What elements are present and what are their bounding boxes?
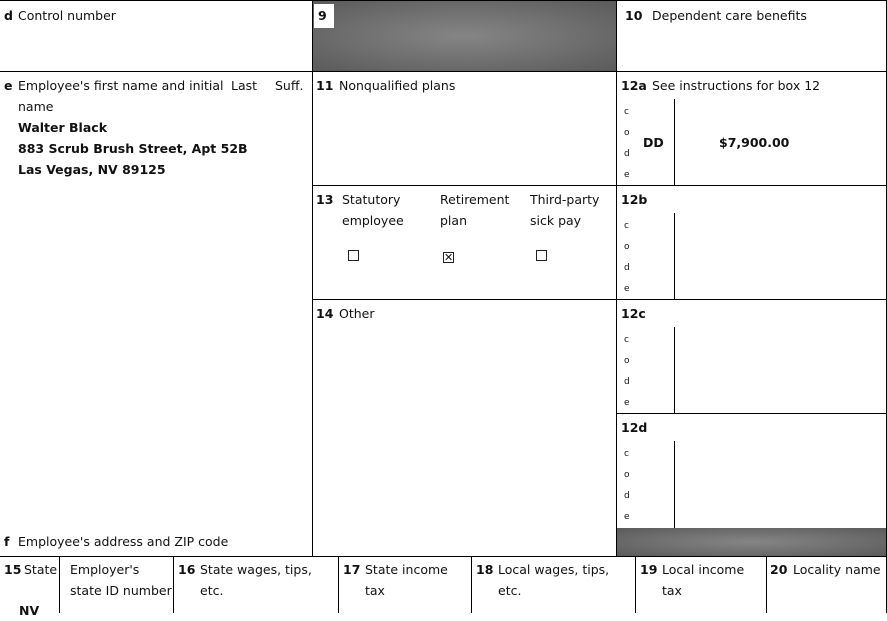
- box-16-label-1: State wages, tips,: [200, 562, 312, 577]
- code-letter-o: o: [624, 470, 630, 480]
- box-20-locality-name: [767, 557, 886, 613]
- box-13-checkboxes: [313, 186, 616, 299]
- box-12-shaded-footer: [617, 528, 887, 556]
- box-9-shaded-area: [313, 1, 616, 71]
- box-16-label-2: etc.: [200, 583, 224, 598]
- retirement-label-1: Retirement: [440, 192, 510, 207]
- box-14-number: 14: [316, 306, 334, 321]
- box-20-label: Locality name: [793, 562, 881, 577]
- box-f-letter: f: [4, 534, 10, 549]
- box-19-number: 19: [640, 562, 658, 577]
- box-e-employee-name: [0, 72, 312, 556]
- box-f-label: Employee's address and ZIP code: [18, 534, 229, 549]
- code-letter-c: c: [624, 335, 629, 345]
- statutory-label-1: Statutory: [342, 192, 401, 207]
- box-19-label-1: Local income: [662, 562, 745, 577]
- box-17-state-income-tax: [339, 557, 471, 613]
- third-party-sick-pay-checkbox[interactable]: [536, 250, 547, 261]
- box-e-name-label: name: [18, 99, 54, 114]
- box-12a-amount-value: $7,900.00: [719, 135, 790, 150]
- box-e-label: Employee's first name and initial: [18, 78, 224, 93]
- box-d-control-number: [0, 1, 312, 71]
- code-letter-o: o: [624, 128, 630, 138]
- box-12a-label: See instructions for box 12: [652, 78, 821, 93]
- employee-name-value: Walter Black: [18, 120, 108, 135]
- thirdparty-label-1: Third-party: [530, 192, 600, 207]
- code-letter-e: e: [624, 398, 630, 408]
- box-18-label-1: Local wages, tips,: [498, 562, 610, 577]
- box-18-local-wages: [472, 557, 635, 613]
- retirement-label-2: plan: [440, 213, 467, 228]
- box-10-label: Dependent care benefits: [652, 8, 807, 23]
- employee-street-value: 883 Scrub Brush Street, Apt 52B: [18, 141, 248, 156]
- code-letter-d: d: [624, 149, 630, 159]
- box-d-label: Control number: [18, 8, 116, 23]
- code-letter-o: o: [624, 242, 630, 252]
- employer-state-id-label-2: state ID number: [70, 583, 172, 598]
- code-letter-d: d: [624, 491, 630, 501]
- box-e-suff-label: Suff.: [275, 78, 304, 93]
- box-15-state: [0, 557, 59, 618]
- box-14-label: Other: [339, 306, 375, 321]
- box-12b: [617, 186, 886, 299]
- box-12c-number: 12c: [621, 306, 646, 321]
- code-letter-e: e: [624, 170, 630, 180]
- box-19-label-2: tax: [662, 583, 682, 598]
- box-13-number: 13: [316, 192, 334, 207]
- code-letter-e: e: [624, 284, 630, 294]
- code-letter-o: o: [624, 356, 630, 366]
- box-12d-number: 12d: [621, 420, 648, 435]
- code-letter-c: c: [624, 449, 629, 459]
- code-letter-e: e: [624, 512, 630, 522]
- box-20-number: 20: [770, 562, 788, 577]
- box-15-label: State: [24, 562, 58, 577]
- box-11-number: 11: [316, 78, 334, 93]
- box-11-label: Nonqualified plans: [339, 78, 456, 93]
- employee-city-value: Las Vegas, NV 89125: [18, 162, 166, 177]
- box-12a-number: 12a: [621, 78, 647, 93]
- code-letter-c: c: [624, 221, 629, 231]
- box-15-state-value: NV: [19, 603, 40, 618]
- box-18-number: 18: [476, 562, 494, 577]
- retirement-plan-checkbox[interactable]: ✕: [444, 251, 454, 264]
- box-12a: [617, 72, 886, 185]
- code-letter-c: c: [624, 107, 629, 117]
- box-9-number-tag: [314, 4, 334, 28]
- box-18-label-2: etc.: [498, 583, 522, 598]
- box-12c: [617, 300, 886, 413]
- box-d-letter: d: [4, 8, 13, 23]
- box-12a-code-value: DD: [643, 135, 664, 150]
- box-10-dependent-care: [617, 1, 886, 71]
- box-16-number: 16: [178, 562, 196, 577]
- box-15-number: 15: [4, 562, 22, 577]
- box-e-last-label: Last: [231, 78, 258, 93]
- employer-state-id-label-1: Employer's: [70, 562, 140, 577]
- statutory-label-2: employee: [342, 213, 404, 228]
- box-16-state-wages: [174, 557, 338, 613]
- box-19-local-income-tax: [636, 557, 766, 613]
- box-15-employer-state-id: [60, 557, 173, 613]
- thirdparty-label-2: sick pay: [530, 213, 582, 228]
- code-letter-d: d: [624, 263, 630, 273]
- statutory-employee-checkbox[interactable]: [348, 250, 359, 261]
- box-10-number: 10: [625, 8, 643, 23]
- box-e-letter: e: [4, 78, 13, 93]
- box-12b-number: 12b: [621, 192, 648, 207]
- box-9-number: 9: [318, 8, 327, 23]
- box-14-other: [313, 300, 616, 556]
- box-17-label-2: tax: [365, 583, 385, 598]
- box-12d: [617, 414, 886, 528]
- box-17-label-1: State income: [365, 562, 448, 577]
- code-letter-d: d: [624, 377, 630, 387]
- box-11-nonqualified-plans: [313, 72, 616, 185]
- box-17-number: 17: [343, 562, 361, 577]
